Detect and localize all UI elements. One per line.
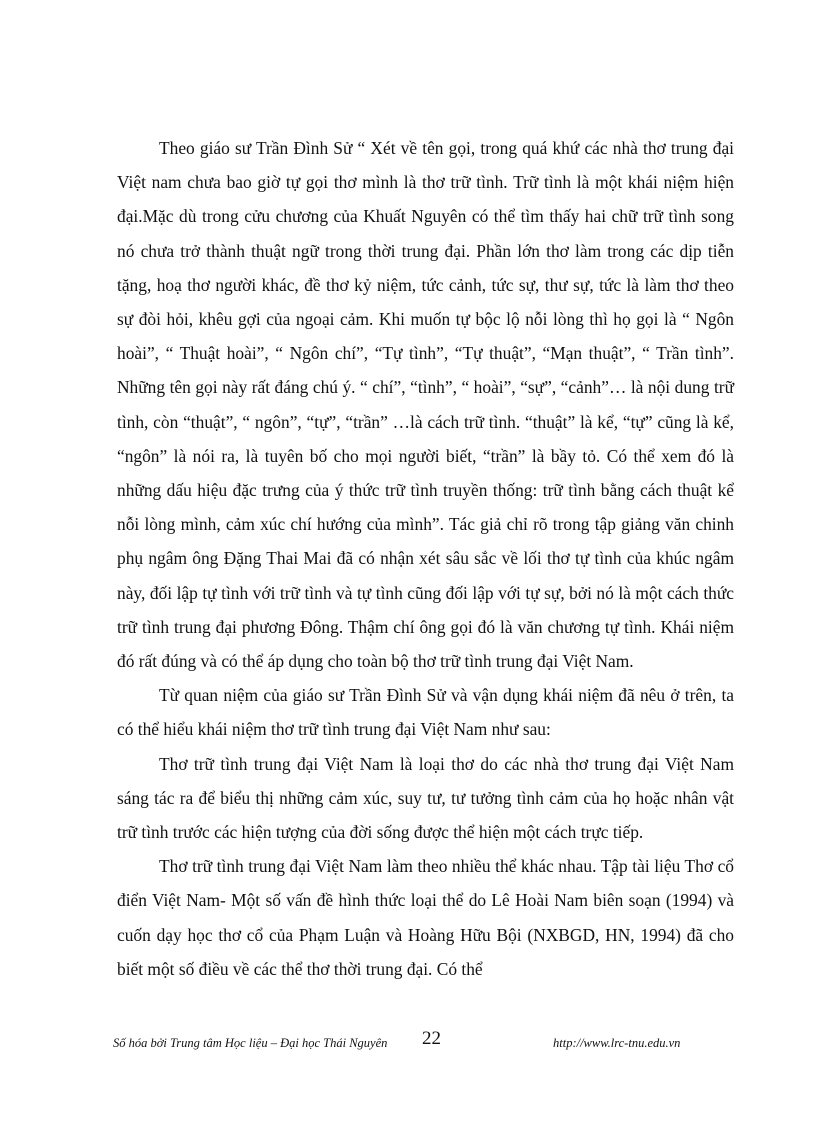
paragraph-4: Thơ trữ tình trung đại Việt Nam làm theo nhiều thể khác nhau. Tập tài liệu Thơ cổ điển Việt Nam- Một số vấn đề hình thức loại thể do Lê Hoài Nam biên soạn (1994) và cuốn dạy học thơ cổ của Phạm Luận và Hoàng Hữu Bội (NXBGD, HN, 1994) đã cho biết một số điều về các thể thơ thời trung đại. Có thể [117, 856, 734, 979]
paragraph-3: Thơ trữ tình trung đại Việt Nam là loại thơ do các nhà thơ trung đại Việt Nam sáng tác ra để biểu thị những cảm xúc, suy tư, tư tưởng tình cảm của họ hoặc nhân vật trữ tình trước các hiện tượng của đời sống được thể hiện một cách trực tiếp. [117, 753, 734, 843]
page-footer [113, 1028, 713, 1058]
page-number: 22 [422, 1028, 441, 1049]
body-text [117, 131, 734, 986]
paragraph-1: Theo giáo sư Trần Đình Sử “ Xét về tên gọi, trong quá khứ các nhà thơ trung đại Việt nam chưa bao giờ tự gọi thơ mình là thơ trữ tình. Trữ tình là một khái niệm hiện đại.Mặc dù trong cửu chương của Khuất Nguyên có thể tìm thấy hai chữ trữ tình song nó chưa trở thành thuật ngữ trong thời trung đại. Phần lớn thơ làm trong các dịp tiễn tặng, hoạ thơ người khác, đề thơ kỷ niệm, tức cảnh, tức sự, thư sự, tức là làm thơ theo sự đòi hỏi, khêu gợi của ngoại cảm. Khi muốn tự bộc lộ nỗi lòng thì họ gọi là “ Ngôn hoài”, “ Thuật hoài”, “ Ngôn chí”, “Tự tình”, “Tự thuật”, “Mạn thuật”, “ Trần tình”. Những tên gọi này rất đáng chú ý. “ chí”, “tình”, “ hoài”, “sự”, “cảnh”… là nội dung trữ tình, còn “thuật”, “ ngôn”, “tự”, “trần” …là cách trữ tình. “thuật” là kể, “tự” cũng là kể, “ngôn” là nói ra, là tuyên bố cho mọi người biết, “trần” là bầy tỏ. Có thể xem đó là những dấu hiệu đặc trưng của ý thức trữ tình truyền thống: trữ tình bằng cách thuật kể nỗi lòng mình, cảm xúc chí hướng của mình”. Tác giả chỉ rõ trong tập giảng văn chinh phụ ngâm ông Đặng Thai Mai đã có nhận xét sâu sắc về lối thơ tự tình của khúc ngâm này, đối lập tự tình với trữ tình và tự tình cũng đối lập với tự sự, bởi nó là một cách thức trữ tình trung đại phương Đông. Thậm chí ông gọi đó là văn chương tự tình. Khái niệm đó rất đúng và có thể áp dụng cho toàn bộ thơ trữ tình trung đại Việt Nam. [117, 138, 734, 672]
footer-url: http://www.lrc-tnu.edu.vn [553, 1036, 681, 1050]
footer-source: Số hóa bởi Trung tâm Học liệu – Đại học Thái Nguyên [113, 1036, 388, 1050]
paragraph-2: Từ quan niệm của giáo sư Trần Đình Sử và vận dụng khái niệm đã nêu ở trên, ta có thể hiểu khái niệm thơ trữ tình trung đại Việt Nam như sau: [117, 685, 734, 740]
